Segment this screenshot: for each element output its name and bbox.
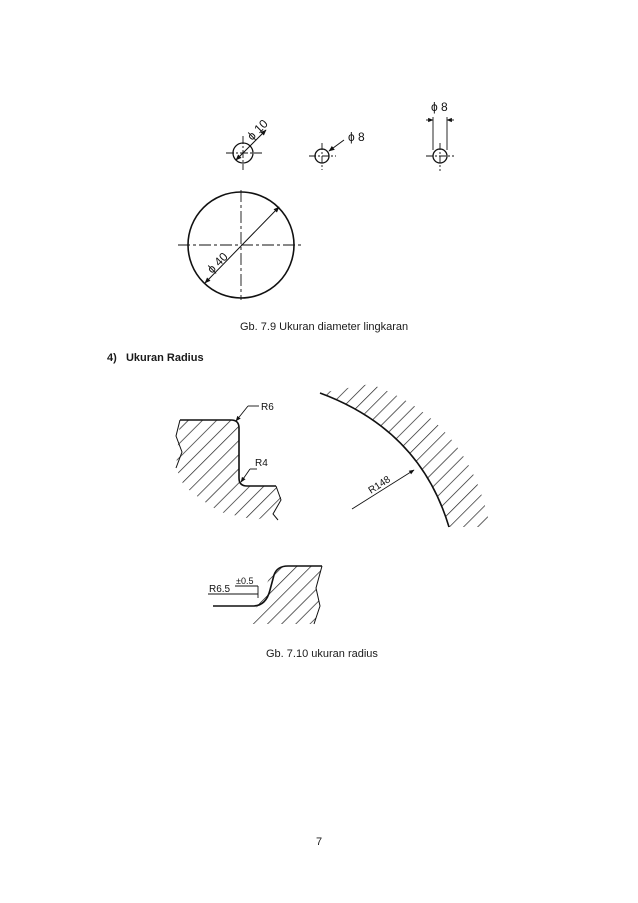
page-number: 7: [316, 836, 323, 848]
label-d40: ϕ 40: [204, 249, 231, 277]
circle-d8-extension: [426, 117, 454, 171]
label-d10: ϕ 10: [244, 116, 271, 144]
label-tolerance: ±0.5: [236, 576, 254, 586]
label-r148: R148: [366, 474, 393, 497]
label-d8-extension: ϕ 8: [431, 100, 448, 114]
circle-d8-leader: [309, 140, 344, 170]
label-d8-leader: ϕ 8: [348, 130, 365, 144]
label-r6: R6: [261, 402, 274, 413]
section-heading-ukuran-radius: 4) Ukuran Radius: [107, 352, 204, 364]
label-r6-5: R6.5: [209, 584, 231, 595]
caption-figure-7-10: Gb. 7.10 ukuran radius: [266, 648, 378, 660]
fillet-part: [208, 566, 322, 624]
figure-diameter: [178, 117, 454, 300]
large-arc-part: [320, 384, 490, 527]
label-r4: R4: [255, 458, 268, 469]
circle-d40: [178, 190, 304, 300]
caption-figure-7-9: Gb. 7.9 Ukuran diameter lingkaran: [240, 321, 409, 333]
